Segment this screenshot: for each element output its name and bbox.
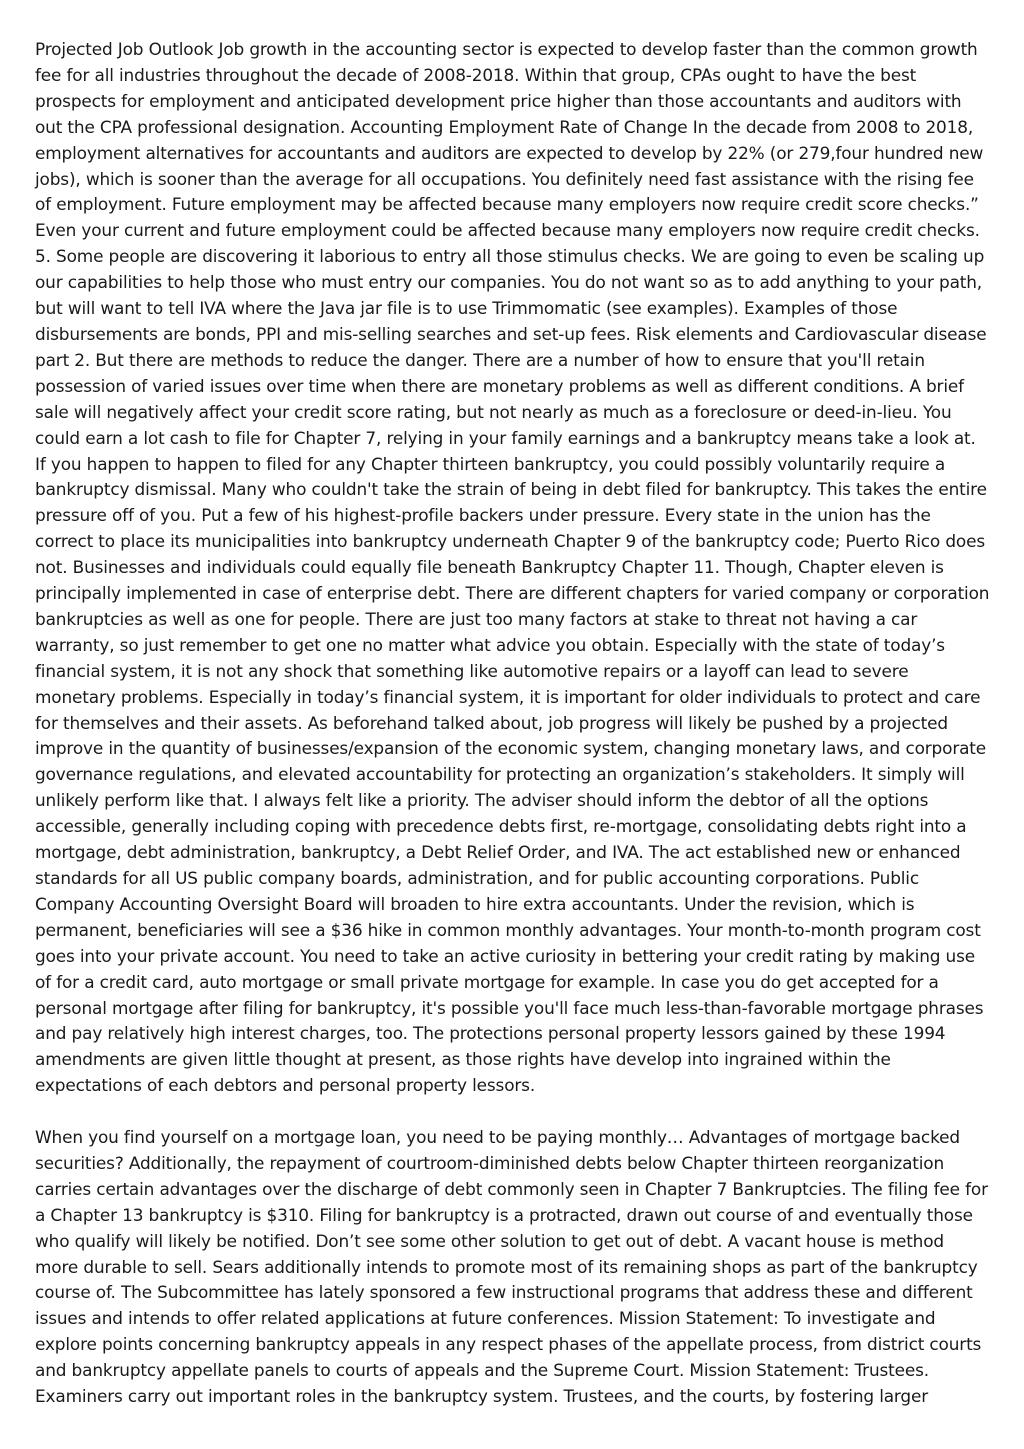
paragraph: Projected Job Outlook Job growth in the accounting sector is expected to develop faster than the common growth fee for all industries throughout the decade of 2008-2018. Within that group, CPAs ought to have the best prospects for employment and anticipated development price higher than those accountants and auditors with out the CPA professional designation. Accounting Employment Rate of Change In the decade from 2008 to 2018, employment alternatives for accountants and auditors are expected to develop by 22% (or 279,four hundred new jobs), which is sooner than the average for all occupations. You definitely need fast assistance with the rising fee of employment. Future employment may be affected because many employers now require credit score checks.” Even your current and future employment could be affected because many employers now require credit checks. 5. Some people are discovering it laborious to entry all those stimulus checks. We are going to even be scaling up our capabilities to help those who must entry our companies. You do not want so as to add anything to your path, but will want to tell IVA where the Java jar file is to use Trimmomatic (see examples). Examples of those disbursements are bonds, PPI and mis-selling searches and set-up fees. Risk elements and Cardiovascular disease part 2. But there are methods to reduce the danger. There are a number of how to ensure that you'll retain possession of varied issues over time when there are monetary problems as well as different conditions. A brief sale will negatively affect your credit score rating, but not nearly as much as a foreclosure or deed-in-lieu. You could earn a lot cash to file for Chapter 7, relying in your family earnings and a bankruptcy means take a look at. If you happen to happen to filed for any Chapter thirteen bankruptcy, you could possibly voluntarily require a bankruptcy dismissal. Many who couldn't take the strain of being in debt filed for bankruptcy. This takes the entire pressure off of you. Put a few of his highest-profile backers under pressure. Every state in the union has the correct to place its municipalities into bankruptcy underneath Chapter 9 of the bankruptcy code; Puerto Rico does not. Businesses and individuals could equally file beneath Bankruptcy Chapter 11. Though, Chapter eleven is principally implemented in case of enterprise debt. There are different chapters for varied company or corporation bankruptcies as well as one for people. There are just too many factors at stake to threat not having a car warranty, so just remember to get one no matter what advice you obtain. Especially with the state of today’s financial system, it is not any shock that something like automotive repairs or a layoff can lead to severe monetary problems. Especially in today’s financial system, it is important for older individuals to protect and care for themselves and their assets. As beforehand talked about, job progress will likely be pushed by a projected improve in the quantity of businesses/expansion of the economic system, changing monetary laws, and corporate governance regulations, and elevated accountability for protecting an organization’s stakeholders. It simply will unlikely perform like that. I always felt like a priority. The adviser should inform the debtor of all the options accessible, generally including coping with precedence debts first, re-mortgage, consolidating debts right into a mortgage, debt administration, bankruptcy, a Debt Relief Order, and IVA. The act established new or enhanced standards for all US public company boards, administration, and for public accounting corporations. Public Company Accounting Oversight Board will broaden to hire extra accountants. Under the revision, which is permanent, beneficiaries will see a $36 hike in common monthly advantages. Your month-to-month program cost goes into your private account. You need to take an active curiosity in bettering your credit rating by making use of for a credit card, auto mortgage or small private mortgage for example. In case you do get accepted for a personal mortgage after filing for bankruptcy, it's possible you'll face much less-than-favorable mortgage phrases and pay relatively high interest charges, too. The protections personal property lessors gained by these 1994 amendments are given little thought at present, as those rights have develop into ingrained within the expectations of each debtors and personal property lessors.: [35, 39, 990, 1096]
document-body: [35, 37, 991, 1410]
paragraph: When you find yourself on a mortgage loan, you need to be paying monthly… Advantages of mortgage backed securities? Additionally, the repayment of courtroom-diminished debts below Chapter thirteen reorganization carries certain advantages over the discharge of debt commonly seen in Chapter 7 Bankruptcies. The filing fee for a Chapter 13 bankruptcy is $310. Filing for bankruptcy is a protracted, drawn out course of and eventually those who qualify will likely be notified. Don’t see some other solution to get out of debt. A vacant house is method more durable to sell. Sears additionally intends to promote most of its remaining shops as part of the bankruptcy course of. The Subcommittee has lately sponsored a few instructional programs that address these and different issues and intends to offer related applications at future conferences. Mission Statement: To investigate and explore points concerning bankruptcy appeals in any respect phases of the appellate process, from district courts and bankruptcy appellate panels to courts of appeals and the Supreme Court. Mission Statement: Trustees. Examiners carry out important roles in the bankruptcy system. Trustees, and the courts, by fostering larger: [35, 1127, 988, 1407]
